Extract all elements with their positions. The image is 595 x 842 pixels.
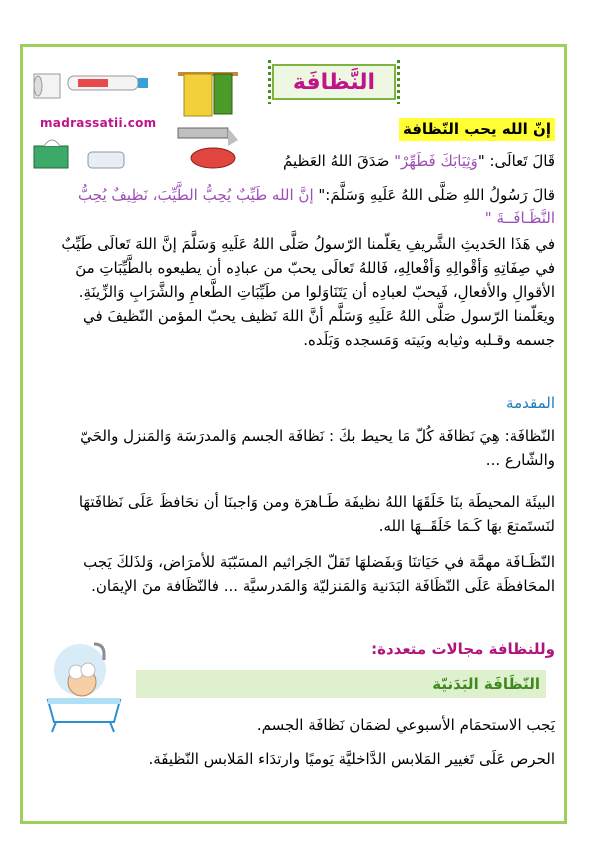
page-title: النَّظافَة (272, 64, 396, 100)
intro-heading: إنّ الله يحب النّظافة (399, 118, 555, 141)
quran-line (40, 150, 555, 173)
quran-suffix: صَدَقَ اللهُ العَظيمُ (283, 152, 395, 170)
fields-heading: وللنظافة مجالات متعددة: (371, 640, 555, 658)
hadith-text: إنَّ الله طَيِّبٌ يُحِبُّ الطَّيِّبَ، نَظِيفٌ يُحِبُّ النَّظَـافَــةَ " (78, 186, 555, 227)
towel-rack-icon (178, 74, 238, 116)
intro-heading-row (399, 118, 555, 141)
body-point-bath: يَجب الاستحمَام الأسبوعي لضمَان نَظافَة الجسم. (256, 716, 555, 734)
bathing-child-icon (40, 640, 132, 740)
site-logo: madrassatii.com (40, 116, 157, 130)
quran-prefix: قَالَ تَعالَى: " (477, 152, 555, 170)
body-point-clothes: الحرص عَلَى تَغيير المَلابس الدَّاخليَّة يَوميًا وارتدَاء المَلابس النّظيفَة. (148, 750, 555, 768)
hadith-prefix: قالَ رَسُولُ اللهِ صَلَّى اللهُ عَلَيهِ وَسَلَّمَ:" (318, 186, 555, 204)
paragraph-importance: النّظَـافَة مهمَّة في حَيَاتنَا وَبفَضلهَا تَقلّ الجَراثيم المسَبّبَة للأمرَاض، وَلذَلكَ يَجب المحَافظَة عَلَى النّظَافَة البَدَنية وَالمَنزليّة وَالمَدرسيَّة ... فالنّظَافة منَ الإيمَان. (83, 553, 555, 595)
hadith-explanation: في هَذَا الحَديثِ الشَّريفِ يعَلّمنا الرّسولُ صَلَّى اللهُ عَلَيهِ وَسَلَّمَ إنَّ اللهَ تَعالَى طَيِّبٌ في صِفَاتِهِ وَأقْوالِهِ وَأفْعالِهِ، فَاللهُ تَعالَى يحبّ من عبادِه أن يطيعوه بالطَّيِّبَاتِ منَ الأقوالِ والأفعالِ، فَيحبّ لعبادِه أن يَتَنَاوَلوا من طَيِّبَاتِ الطَّعامِ والشَّرَابِ وَالزِّينَةِ. ويعَلّمنا الرّسول صَلَّى اللهُ عَلَيهِ وَسَلَّم أنَّ اللهَ نَظيف يحبّ المؤمن النّظيفَ في جسمه وقـلبه وثيابه وبَيته وَمَسجده وَبَلَده. (61, 235, 555, 349)
toothpaste-icon (68, 76, 148, 90)
body-hygiene-heading: النّظَافَة البَدَنيّة (136, 670, 546, 698)
paragraph-environment: البيئَة المحيطَة بنَا خَلَقَهَا اللهُ نظيفَة طَـاهرَة ومن وَاجبنَا أن نحَافظَ عَلَى نَظافَتهَا لنَستَمتعَ بهَا كَـمَا خَلَقَــهَا الله. (78, 493, 555, 535)
quran-verse: وَثِيَابَكَ فَطَهِّرْ" (394, 152, 478, 170)
hadith-block (40, 184, 555, 230)
intro-section-label: المقدمة (506, 394, 555, 412)
paragraph-definition: النّظافَة: هِيَ نَظافَة كُلّ مَا يحيط بكَ : نَظافَة الجسم وَالمدرَسَة وَالمَنزل والحَيّ والشّارع ... (80, 427, 555, 469)
comb-icon (178, 128, 238, 146)
toilet-paper-icon (34, 74, 60, 98)
